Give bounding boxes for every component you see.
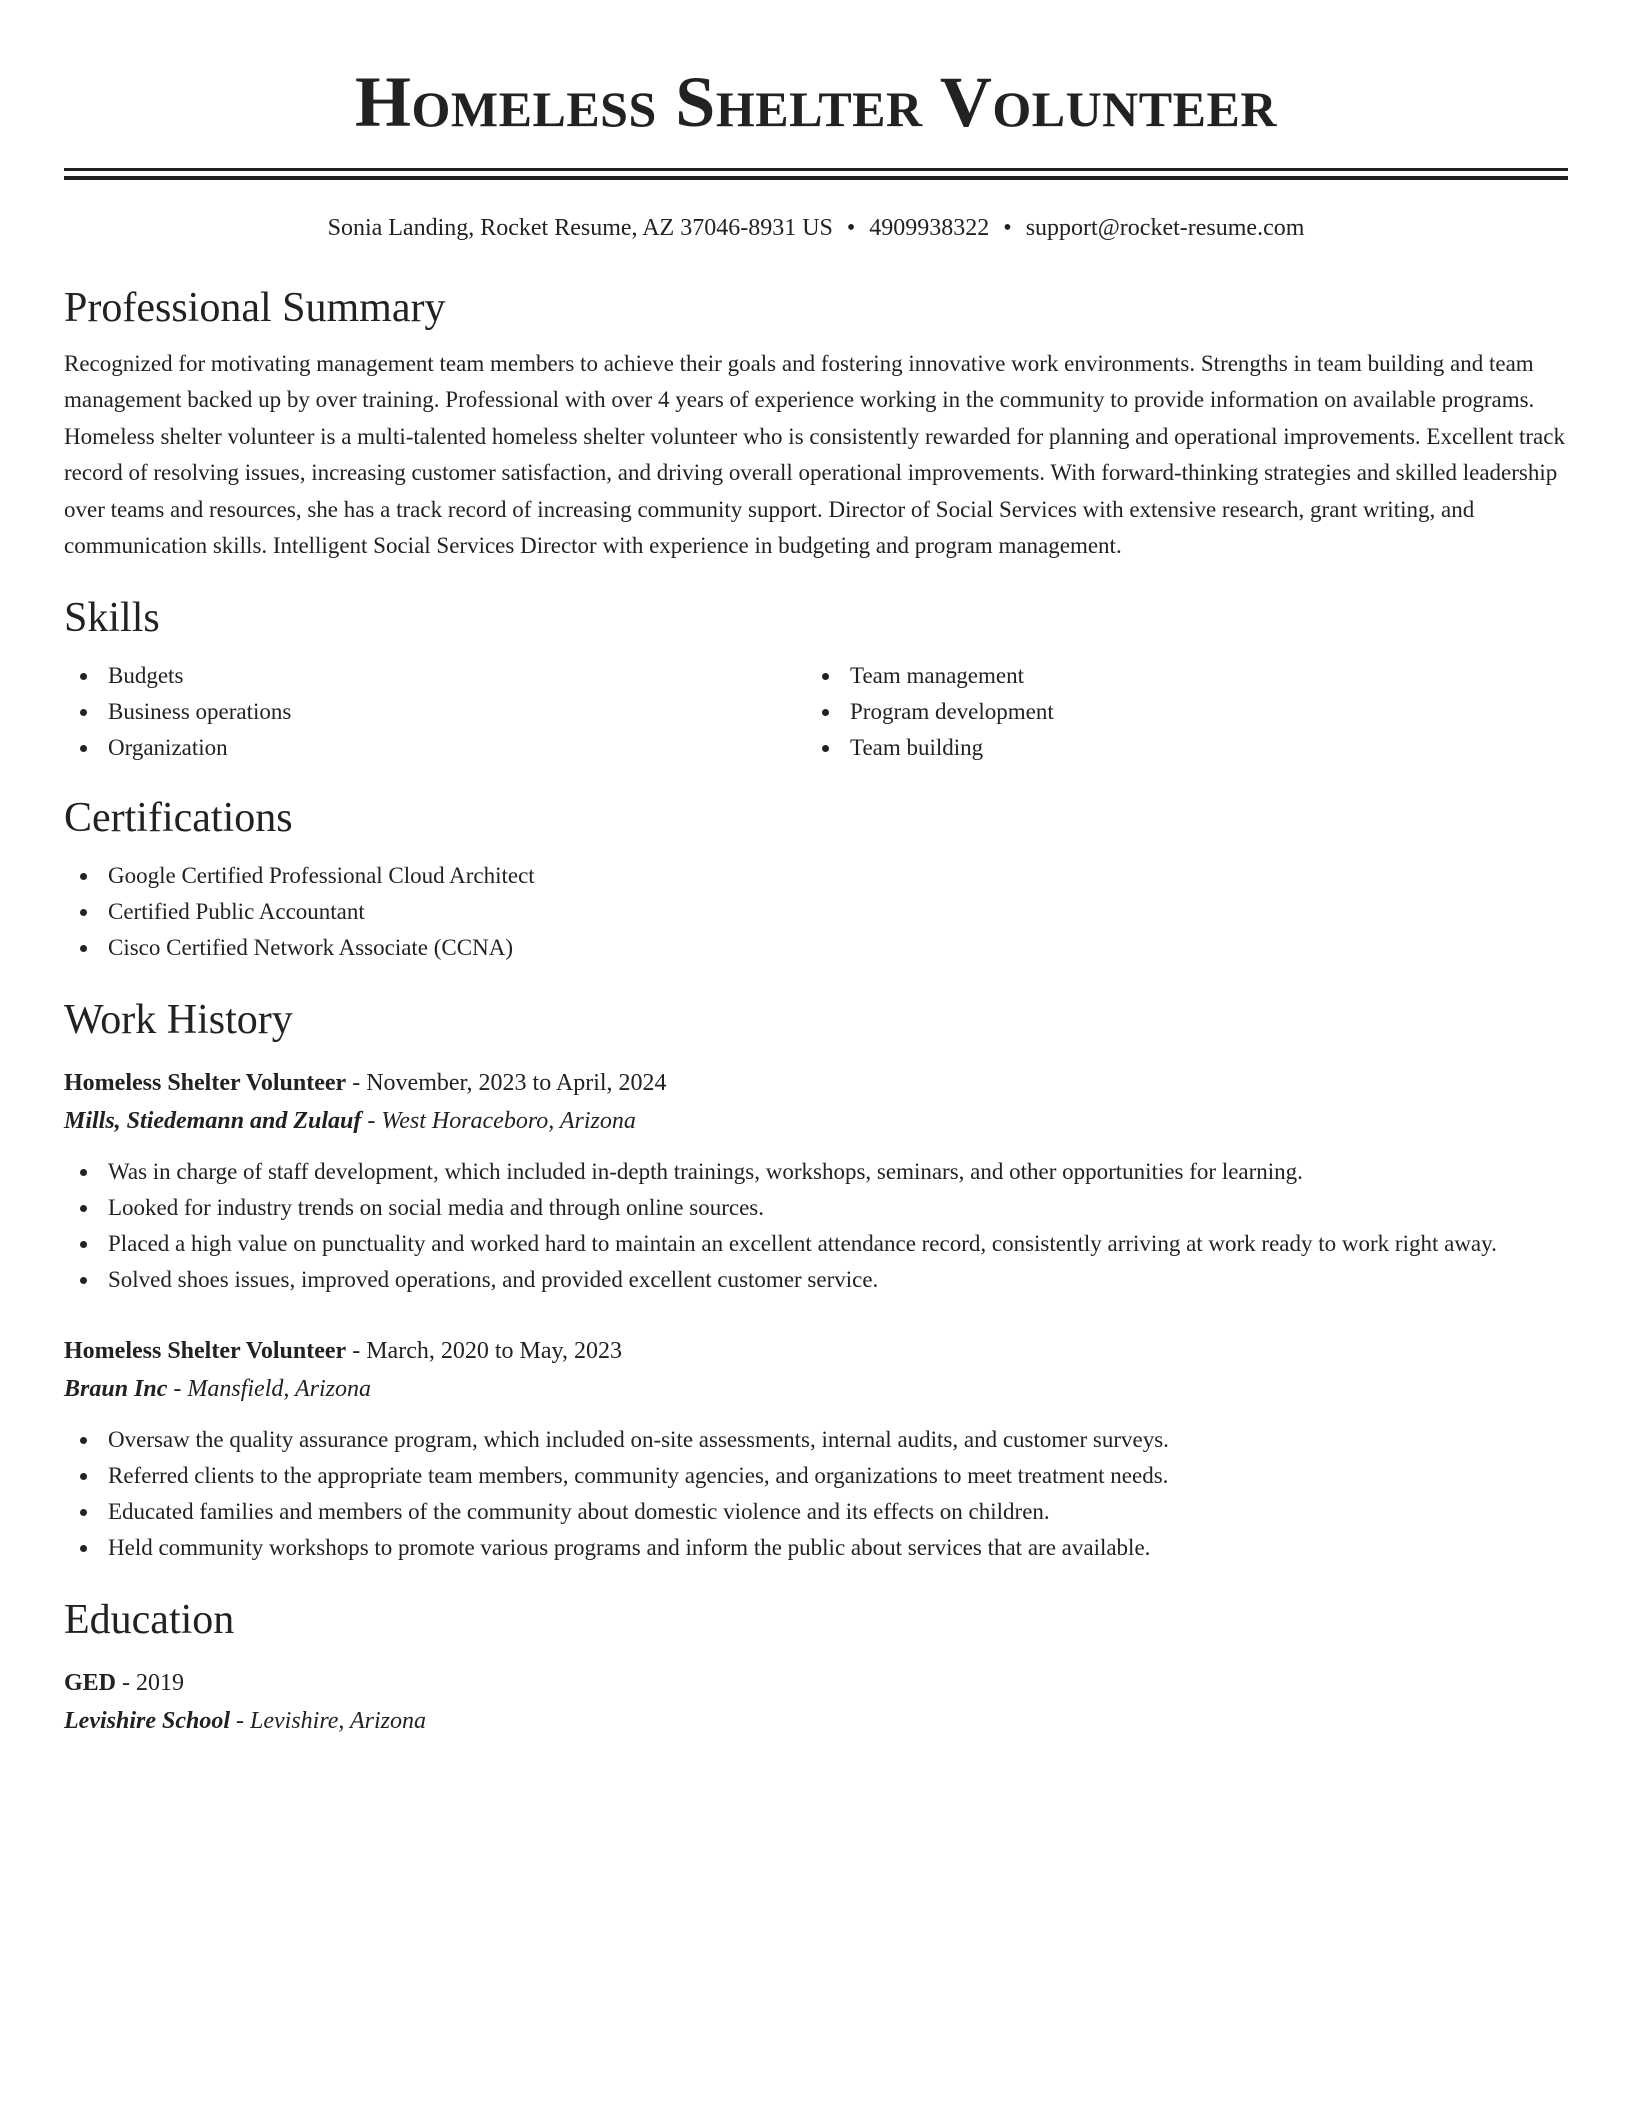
- job-title-line: [64, 1332, 1568, 1370]
- education-section: [64, 1594, 1568, 1740]
- dash-separator: -: [346, 1338, 367, 1365]
- duty-item: Was in charge of staff development, which included in-depth trainings, workshops, seminars, and other opportunities for learning.: [108, 1154, 1568, 1190]
- skill-item: Program development: [850, 694, 1548, 730]
- duty-item: Oversaw the quality assurance program, which included on-site assessments, internal audits, and customer surveys.: [108, 1422, 1568, 1458]
- degree-line: [64, 1664, 1568, 1702]
- school-line: [64, 1702, 1568, 1740]
- certification-item: Certified Public Accountant: [108, 894, 1568, 930]
- dash-separator: -: [346, 1070, 367, 1097]
- title-rule-bottom: [64, 176, 1568, 180]
- job-dates: November, 2023 to April, 2024: [366, 1070, 667, 1097]
- employer-line: [64, 1102, 1568, 1140]
- degree-year: 2019: [136, 1670, 185, 1697]
- contact-email: support@rocket-resume.com: [1025, 215, 1305, 241]
- skills-column-right: [806, 658, 1548, 766]
- title-rule-top: [64, 168, 1568, 171]
- education-heading: Education: [64, 1597, 235, 1644]
- duty-item: Referred clients to the appropriate team members, community agencies, and organizations to meet treatment needs.: [108, 1458, 1568, 1494]
- job-entry: [64, 1332, 1568, 1566]
- summary-heading: Professional Summary: [64, 285, 446, 331]
- employer-name: Mills, Stiedemann and Zulauf: [64, 1108, 362, 1135]
- certifications-section: [64, 792, 1568, 966]
- duty-item: Held community workshops to promote various programs and inform the public about services that are available.: [108, 1530, 1568, 1566]
- job-title-line: [64, 1064, 1568, 1102]
- job-title: Homeless Shelter Volunteer: [64, 1070, 347, 1097]
- contact-separator: •: [846, 215, 856, 241]
- summary-text: Recognized for motivating management team members to achieve their goals and fostering innovative work environments. Strengths in team building and team management backed up by over training. Professional with over 4 years of experience working in the community to provide information on available programs. Homeless shelter volunteer is a multi-talented homeless shelter volunteer who is consistently rewarded for planning and operational improvements. Excellent track record of resolving issues, increasing customer satisfaction, and driving overall operational improvements. With forward-thinking strategies and skilled leadership over teams and resources, she has a track record of increasing community support. Director of Social Services with extensive research, grant writing, and communication skills. Intelligent Social Services Director with experience in budgeting and program management.: [64, 351, 1565, 559]
- certification-item: Cisco Certified Network Associate (CCNA): [108, 930, 1568, 966]
- contact-separator: •: [1003, 215, 1012, 241]
- certifications-heading: Certifications: [64, 795, 293, 842]
- summary-section: [64, 282, 1568, 564]
- employer-line: [64, 1370, 1568, 1408]
- job-duties: [64, 1422, 1568, 1566]
- skill-item: Team management: [850, 658, 1548, 694]
- duty-item: Solved shoes issues, improved operations, and provided excellent customer service.: [108, 1262, 1568, 1298]
- job-entry: [64, 1064, 1568, 1298]
- school-location: Levishire, Arizona: [250, 1708, 427, 1735]
- work-history-section: [64, 994, 1568, 1566]
- dash-separator: -: [116, 1670, 137, 1697]
- skill-item: Organization: [108, 730, 806, 766]
- employer-name: Braun Inc: [64, 1376, 168, 1403]
- employer-location: Mansfield, Arizona: [187, 1376, 371, 1403]
- skills-heading: Skills: [64, 595, 160, 642]
- education-entry: [64, 1664, 1568, 1740]
- skills-grid: [64, 658, 1568, 766]
- page-title: Homeless Shelter Volunteer: [355, 62, 1277, 142]
- certification-item: Google Certified Professional Cloud Architect: [108, 858, 1568, 894]
- skill-item: Business operations: [108, 694, 806, 730]
- dash-separator: -: [230, 1708, 250, 1735]
- employer-location: West Horaceboro, Arizona: [381, 1108, 636, 1135]
- job-dates: March, 2020 to May, 2023: [366, 1338, 622, 1365]
- duty-item: Looked for industry trends on social media and through online sources.: [108, 1190, 1568, 1226]
- duty-item: Educated families and members of the community about domestic violence and its effects on children.: [108, 1494, 1568, 1530]
- work-history-heading: Work History: [64, 997, 293, 1044]
- certifications-list: [64, 858, 1568, 966]
- skills-section: [64, 592, 1568, 766]
- contact-line: [64, 212, 1568, 244]
- duty-item: Placed a high value on punctuality and worked hard to maintain an excellent attendance record, consistently arriving at work ready to work right away.: [108, 1226, 1568, 1262]
- job-duties: [64, 1154, 1568, 1298]
- dash-separator: -: [167, 1376, 188, 1403]
- skill-item: Team building: [850, 730, 1548, 766]
- job-title: Homeless Shelter Volunteer: [64, 1338, 347, 1365]
- skill-item: Budgets: [108, 658, 806, 694]
- degree-name: GED: [64, 1670, 117, 1697]
- contact-phone: 4909938322: [869, 215, 990, 241]
- skills-column-left: [64, 658, 806, 766]
- dash-separator: -: [361, 1108, 382, 1135]
- school-name: Levishire School: [64, 1708, 230, 1735]
- contact-address: Sonia Landing, Rocket Resume, AZ 37046-8931 US: [327, 215, 833, 241]
